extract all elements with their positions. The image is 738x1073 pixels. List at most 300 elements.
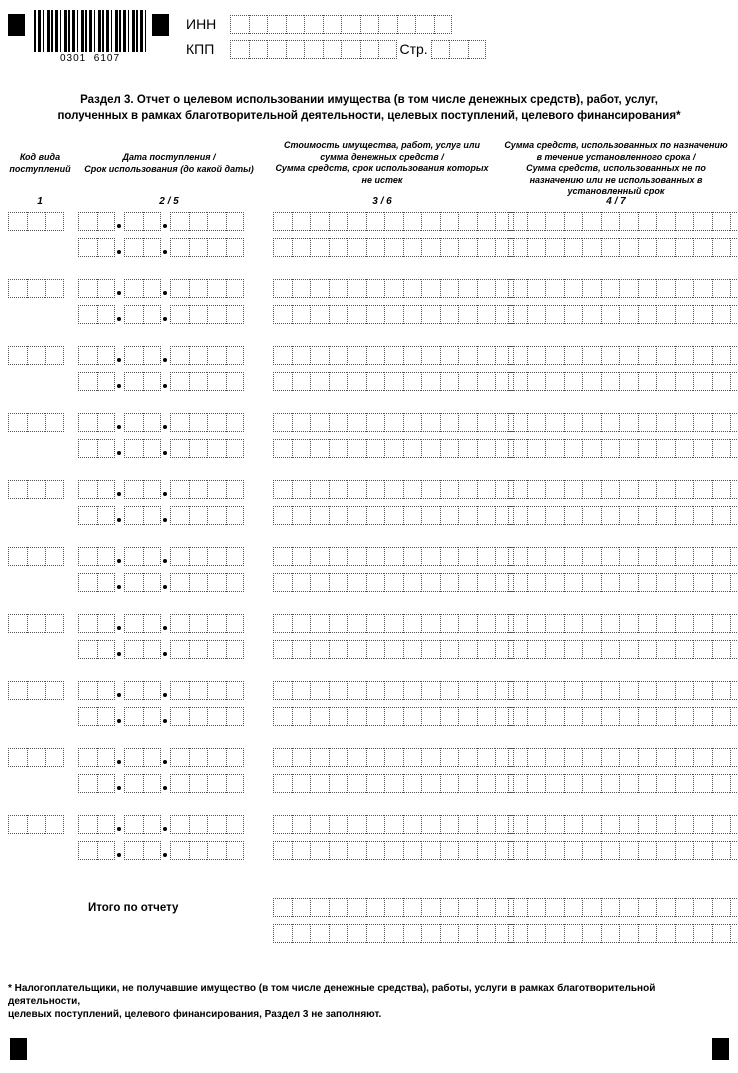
input-cell[interactable] xyxy=(347,924,366,943)
input-cell[interactable] xyxy=(421,924,440,943)
input-cell[interactable] xyxy=(124,305,143,324)
used-amount-input[interactable] xyxy=(508,279,738,298)
code-input[interactable] xyxy=(8,212,64,231)
input-cell[interactable] xyxy=(207,372,226,391)
date-year-input[interactable] xyxy=(170,547,244,566)
input-cell[interactable] xyxy=(273,707,292,726)
input-cell[interactable] xyxy=(730,279,738,298)
input-cell[interactable] xyxy=(421,707,440,726)
date-field[interactable] xyxy=(78,573,244,592)
date-day-input[interactable] xyxy=(78,439,115,458)
used-amount-input[interactable] xyxy=(508,346,738,365)
input-cell[interactable] xyxy=(273,346,292,365)
input-cell[interactable] xyxy=(124,279,143,298)
input-cell[interactable] xyxy=(712,305,731,324)
input-cell[interactable] xyxy=(582,439,601,458)
input-cell[interactable] xyxy=(440,413,459,432)
input-cell[interactable] xyxy=(656,707,675,726)
input-cell[interactable] xyxy=(97,346,116,365)
input-cell[interactable] xyxy=(527,212,546,231)
input-cell[interactable] xyxy=(384,212,403,231)
input-cell[interactable] xyxy=(619,346,638,365)
input-cell[interactable] xyxy=(207,573,226,592)
input-cell[interactable] xyxy=(310,573,329,592)
input-cell[interactable] xyxy=(730,640,738,659)
date-month-input[interactable] xyxy=(124,841,161,860)
input-cell[interactable] xyxy=(226,547,245,566)
input-cell[interactable] xyxy=(329,480,348,499)
input-cell[interactable] xyxy=(226,815,245,834)
input-cell[interactable] xyxy=(347,841,366,860)
input-cell[interactable] xyxy=(675,305,694,324)
input-cell[interactable] xyxy=(693,614,712,633)
input-cell[interactable] xyxy=(421,212,440,231)
input-cell[interactable] xyxy=(458,815,477,834)
input-cell[interactable] xyxy=(564,898,583,917)
value-amount-input[interactable] xyxy=(273,305,514,324)
input-cell[interactable] xyxy=(730,841,738,860)
input-cell[interactable] xyxy=(207,506,226,525)
date-field[interactable] xyxy=(78,774,244,793)
input-cell[interactable] xyxy=(656,614,675,633)
input-cell[interactable] xyxy=(347,748,366,767)
input-cell[interactable] xyxy=(421,372,440,391)
input-cell[interactable] xyxy=(440,439,459,458)
input-cell[interactable] xyxy=(656,212,675,231)
input-cell[interactable] xyxy=(403,841,422,860)
input-cell[interactable] xyxy=(143,841,162,860)
input-cell[interactable] xyxy=(638,924,657,943)
input-cell[interactable] xyxy=(638,815,657,834)
input-cell[interactable] xyxy=(582,372,601,391)
input-cell[interactable] xyxy=(249,15,268,34)
input-cell[interactable] xyxy=(527,748,546,767)
input-cell[interactable] xyxy=(292,748,311,767)
input-cell[interactable] xyxy=(545,640,564,659)
date-month-input[interactable] xyxy=(124,305,161,324)
input-cell[interactable] xyxy=(693,707,712,726)
input-cell[interactable] xyxy=(601,413,620,432)
input-cell[interactable] xyxy=(124,573,143,592)
date-field[interactable] xyxy=(78,212,244,231)
input-cell[interactable] xyxy=(582,924,601,943)
input-cell[interactable] xyxy=(527,707,546,726)
input-cell[interactable] xyxy=(310,480,329,499)
date-month-input[interactable] xyxy=(124,439,161,458)
input-cell[interactable] xyxy=(545,238,564,257)
used-amount-input[interactable] xyxy=(508,212,738,231)
input-cell[interactable] xyxy=(273,279,292,298)
input-cell[interactable] xyxy=(440,748,459,767)
date-field[interactable] xyxy=(78,707,244,726)
code-input[interactable] xyxy=(8,547,64,566)
date-month-input[interactable] xyxy=(124,815,161,834)
input-cell[interactable] xyxy=(508,681,527,700)
used-amount-input[interactable] xyxy=(508,439,738,458)
value-amount-input[interactable] xyxy=(273,640,514,659)
page-number-input[interactable] xyxy=(431,40,487,59)
input-cell[interactable] xyxy=(730,924,738,943)
input-cell[interactable] xyxy=(384,707,403,726)
date-year-input[interactable] xyxy=(170,774,244,793)
input-cell[interactable] xyxy=(564,640,583,659)
input-cell[interactable] xyxy=(329,346,348,365)
input-cell[interactable] xyxy=(601,898,620,917)
date-field[interactable] xyxy=(78,305,244,324)
date-month-input[interactable] xyxy=(124,774,161,793)
input-cell[interactable] xyxy=(384,439,403,458)
input-cell[interactable] xyxy=(124,748,143,767)
kpp-input[interactable] xyxy=(230,40,397,59)
input-cell[interactable] xyxy=(366,681,385,700)
input-cell[interactable] xyxy=(8,413,27,432)
input-cell[interactable] xyxy=(564,748,583,767)
date-field[interactable] xyxy=(78,238,244,257)
input-cell[interactable] xyxy=(693,924,712,943)
input-cell[interactable] xyxy=(458,212,477,231)
input-cell[interactable] xyxy=(45,748,64,767)
input-cell[interactable] xyxy=(675,212,694,231)
date-field[interactable] xyxy=(78,748,244,767)
input-cell[interactable] xyxy=(477,774,496,793)
input-cell[interactable] xyxy=(582,279,601,298)
date-year-input[interactable] xyxy=(170,681,244,700)
date-month-input[interactable] xyxy=(124,238,161,257)
input-cell[interactable] xyxy=(527,305,546,324)
input-cell[interactable] xyxy=(397,15,416,34)
input-cell[interactable] xyxy=(545,413,564,432)
input-cell[interactable] xyxy=(508,614,527,633)
input-cell[interactable] xyxy=(656,480,675,499)
input-cell[interactable] xyxy=(564,841,583,860)
input-cell[interactable] xyxy=(564,815,583,834)
input-cell[interactable] xyxy=(292,305,311,324)
input-cell[interactable] xyxy=(45,614,64,633)
input-cell[interactable] xyxy=(329,547,348,566)
input-cell[interactable] xyxy=(458,372,477,391)
date-year-input[interactable] xyxy=(170,480,244,499)
input-cell[interactable] xyxy=(675,547,694,566)
input-cell[interactable] xyxy=(384,372,403,391)
input-cell[interactable] xyxy=(143,238,162,257)
code-input[interactable] xyxy=(8,748,64,767)
input-cell[interactable] xyxy=(582,815,601,834)
input-cell[interactable] xyxy=(619,279,638,298)
input-cell[interactable] xyxy=(619,212,638,231)
input-cell[interactable] xyxy=(124,413,143,432)
totals-value-input[interactable] xyxy=(273,924,514,943)
input-cell[interactable] xyxy=(226,640,245,659)
input-cell[interactable] xyxy=(226,573,245,592)
input-cell[interactable] xyxy=(292,439,311,458)
input-cell[interactable] xyxy=(78,238,97,257)
input-cell[interactable] xyxy=(124,480,143,499)
input-cell[interactable] xyxy=(712,372,731,391)
input-cell[interactable] xyxy=(564,305,583,324)
input-cell[interactable] xyxy=(78,774,97,793)
input-cell[interactable] xyxy=(693,748,712,767)
input-cell[interactable] xyxy=(693,238,712,257)
input-cell[interactable] xyxy=(292,573,311,592)
input-cell[interactable] xyxy=(564,614,583,633)
date-year-input[interactable] xyxy=(170,413,244,432)
value-amount-input[interactable] xyxy=(273,841,514,860)
input-cell[interactable] xyxy=(143,614,162,633)
input-cell[interactable] xyxy=(189,547,208,566)
input-cell[interactable] xyxy=(440,815,459,834)
input-cell[interactable] xyxy=(477,212,496,231)
input-cell[interactable] xyxy=(564,480,583,499)
input-cell[interactable] xyxy=(292,413,311,432)
input-cell[interactable] xyxy=(366,815,385,834)
date-year-input[interactable] xyxy=(170,707,244,726)
value-amount-input[interactable] xyxy=(273,573,514,592)
input-cell[interactable] xyxy=(421,573,440,592)
input-cell[interactable] xyxy=(310,547,329,566)
input-cell[interactable] xyxy=(440,841,459,860)
input-cell[interactable] xyxy=(403,372,422,391)
input-cell[interactable] xyxy=(564,707,583,726)
input-cell[interactable] xyxy=(189,439,208,458)
input-cell[interactable] xyxy=(384,305,403,324)
input-cell[interactable] xyxy=(366,774,385,793)
date-month-input[interactable] xyxy=(124,506,161,525)
input-cell[interactable] xyxy=(656,774,675,793)
input-cell[interactable] xyxy=(310,212,329,231)
input-cell[interactable] xyxy=(8,748,27,767)
input-cell[interactable] xyxy=(366,640,385,659)
input-cell[interactable] xyxy=(273,480,292,499)
input-cell[interactable] xyxy=(527,640,546,659)
input-cell[interactable] xyxy=(601,815,620,834)
input-cell[interactable] xyxy=(384,640,403,659)
input-cell[interactable] xyxy=(656,815,675,834)
input-cell[interactable] xyxy=(292,547,311,566)
input-cell[interactable] xyxy=(329,841,348,860)
input-cell[interactable] xyxy=(97,279,116,298)
input-cell[interactable] xyxy=(310,614,329,633)
input-cell[interactable] xyxy=(143,707,162,726)
input-cell[interactable] xyxy=(170,748,189,767)
input-cell[interactable] xyxy=(675,506,694,525)
input-cell[interactable] xyxy=(458,305,477,324)
input-cell[interactable] xyxy=(292,841,311,860)
input-cell[interactable] xyxy=(564,279,583,298)
input-cell[interactable] xyxy=(527,815,546,834)
input-cell[interactable] xyxy=(97,774,116,793)
input-cell[interactable] xyxy=(189,681,208,700)
input-cell[interactable] xyxy=(421,841,440,860)
input-cell[interactable] xyxy=(329,305,348,324)
input-cell[interactable] xyxy=(656,238,675,257)
input-cell[interactable] xyxy=(78,506,97,525)
input-cell[interactable] xyxy=(143,346,162,365)
input-cell[interactable] xyxy=(508,898,527,917)
date-field[interactable] xyxy=(78,681,244,700)
input-cell[interactable] xyxy=(143,640,162,659)
input-cell[interactable] xyxy=(366,439,385,458)
input-cell[interactable] xyxy=(440,573,459,592)
input-cell[interactable] xyxy=(712,573,731,592)
input-cell[interactable] xyxy=(384,841,403,860)
input-cell[interactable] xyxy=(226,372,245,391)
input-cell[interactable] xyxy=(508,506,527,525)
input-cell[interactable] xyxy=(440,640,459,659)
input-cell[interactable] xyxy=(403,707,422,726)
input-cell[interactable] xyxy=(97,841,116,860)
input-cell[interactable] xyxy=(329,506,348,525)
input-cell[interactable] xyxy=(545,346,564,365)
input-cell[interactable] xyxy=(527,774,546,793)
date-year-input[interactable] xyxy=(170,439,244,458)
input-cell[interactable] xyxy=(508,279,527,298)
used-amount-input[interactable] xyxy=(508,506,738,525)
input-cell[interactable] xyxy=(619,748,638,767)
input-cell[interactable] xyxy=(656,305,675,324)
input-cell[interactable] xyxy=(310,346,329,365)
input-cell[interactable] xyxy=(45,212,64,231)
input-cell[interactable] xyxy=(189,305,208,324)
input-cell[interactable] xyxy=(329,573,348,592)
input-cell[interactable] xyxy=(78,480,97,499)
input-cell[interactable] xyxy=(143,547,162,566)
input-cell[interactable] xyxy=(619,506,638,525)
input-cell[interactable] xyxy=(638,841,657,860)
input-cell[interactable] xyxy=(366,346,385,365)
input-cell[interactable] xyxy=(712,413,731,432)
input-cell[interactable] xyxy=(564,506,583,525)
input-cell[interactable] xyxy=(601,707,620,726)
input-cell[interactable] xyxy=(440,506,459,525)
input-cell[interactable] xyxy=(170,372,189,391)
input-cell[interactable] xyxy=(292,480,311,499)
input-cell[interactable] xyxy=(675,614,694,633)
date-field[interactable] xyxy=(78,614,244,633)
date-day-input[interactable] xyxy=(78,841,115,860)
input-cell[interactable] xyxy=(449,40,468,59)
date-year-input[interactable] xyxy=(170,573,244,592)
input-cell[interactable] xyxy=(124,815,143,834)
input-cell[interactable] xyxy=(421,614,440,633)
input-cell[interactable] xyxy=(124,640,143,659)
input-cell[interactable] xyxy=(97,305,116,324)
input-cell[interactable] xyxy=(310,238,329,257)
input-cell[interactable] xyxy=(170,614,189,633)
input-cell[interactable] xyxy=(8,614,27,633)
input-cell[interactable] xyxy=(730,480,738,499)
input-cell[interactable] xyxy=(712,506,731,525)
input-cell[interactable] xyxy=(582,547,601,566)
input-cell[interactable] xyxy=(508,212,527,231)
input-cell[interactable] xyxy=(675,573,694,592)
input-cell[interactable] xyxy=(477,480,496,499)
input-cell[interactable] xyxy=(656,506,675,525)
input-cell[interactable] xyxy=(638,439,657,458)
input-cell[interactable] xyxy=(564,924,583,943)
input-cell[interactable] xyxy=(477,841,496,860)
input-cell[interactable] xyxy=(712,279,731,298)
input-cell[interactable] xyxy=(384,547,403,566)
input-cell[interactable] xyxy=(601,506,620,525)
input-cell[interactable] xyxy=(582,305,601,324)
input-cell[interactable] xyxy=(347,898,366,917)
input-cell[interactable] xyxy=(143,480,162,499)
input-cell[interactable] xyxy=(638,480,657,499)
date-field[interactable] xyxy=(78,439,244,458)
input-cell[interactable] xyxy=(675,480,694,499)
used-amount-input[interactable] xyxy=(508,238,738,257)
input-cell[interactable] xyxy=(384,480,403,499)
input-cell[interactable] xyxy=(730,547,738,566)
date-field[interactable] xyxy=(78,841,244,860)
input-cell[interactable] xyxy=(477,748,496,767)
input-cell[interactable] xyxy=(226,841,245,860)
input-cell[interactable] xyxy=(124,707,143,726)
input-cell[interactable] xyxy=(638,305,657,324)
input-cell[interactable] xyxy=(384,279,403,298)
input-cell[interactable] xyxy=(508,346,527,365)
input-cell[interactable] xyxy=(8,212,27,231)
input-cell[interactable] xyxy=(78,614,97,633)
input-cell[interactable] xyxy=(508,640,527,659)
input-cell[interactable] xyxy=(249,40,268,59)
input-cell[interactable] xyxy=(434,15,453,34)
input-cell[interactable] xyxy=(403,439,422,458)
date-day-input[interactable] xyxy=(78,774,115,793)
input-cell[interactable] xyxy=(170,681,189,700)
input-cell[interactable] xyxy=(601,238,620,257)
input-cell[interactable] xyxy=(440,681,459,700)
input-cell[interactable] xyxy=(468,40,487,59)
input-cell[interactable] xyxy=(477,372,496,391)
input-cell[interactable] xyxy=(310,640,329,659)
code-input[interactable] xyxy=(8,815,64,834)
input-cell[interactable] xyxy=(564,413,583,432)
input-cell[interactable] xyxy=(292,346,311,365)
input-cell[interactable] xyxy=(310,305,329,324)
input-cell[interactable] xyxy=(564,573,583,592)
input-cell[interactable] xyxy=(693,212,712,231)
input-cell[interactable] xyxy=(693,480,712,499)
date-month-input[interactable] xyxy=(124,212,161,231)
input-cell[interactable] xyxy=(170,212,189,231)
input-cell[interactable] xyxy=(477,238,496,257)
used-amount-input[interactable] xyxy=(508,573,738,592)
value-amount-input[interactable] xyxy=(273,707,514,726)
input-cell[interactable] xyxy=(143,748,162,767)
input-cell[interactable] xyxy=(170,815,189,834)
totals-value-input[interactable] xyxy=(273,898,514,917)
input-cell[interactable] xyxy=(170,506,189,525)
input-cell[interactable] xyxy=(304,15,323,34)
input-cell[interactable] xyxy=(97,439,116,458)
input-cell[interactable] xyxy=(619,681,638,700)
used-amount-input[interactable] xyxy=(508,841,738,860)
date-day-input[interactable] xyxy=(78,681,115,700)
input-cell[interactable] xyxy=(458,924,477,943)
input-cell[interactable] xyxy=(675,815,694,834)
input-cell[interactable] xyxy=(292,640,311,659)
input-cell[interactable] xyxy=(366,841,385,860)
input-cell[interactable] xyxy=(189,841,208,860)
input-cell[interactable] xyxy=(693,681,712,700)
input-cell[interactable] xyxy=(458,681,477,700)
input-cell[interactable] xyxy=(477,439,496,458)
date-year-input[interactable] xyxy=(170,212,244,231)
input-cell[interactable] xyxy=(124,238,143,257)
input-cell[interactable] xyxy=(712,924,731,943)
input-cell[interactable] xyxy=(329,439,348,458)
